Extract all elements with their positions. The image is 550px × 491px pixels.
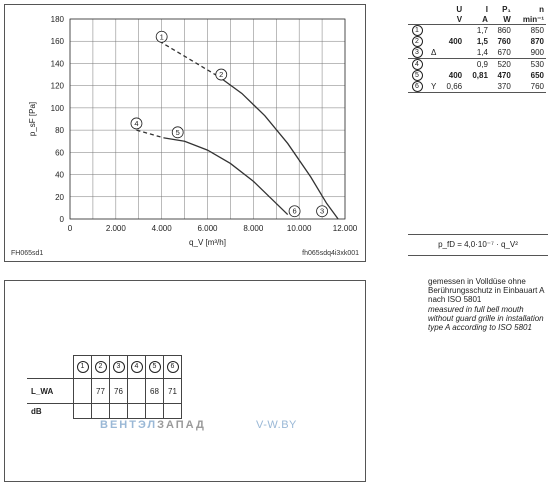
lwa-unit: dB (27, 404, 74, 419)
spec-panel (408, 4, 548, 114)
spec-current: 1,5 (476, 37, 488, 46)
x-tick-label: 4.000 (151, 224, 172, 233)
spec-row-id (408, 47, 426, 59)
spec-table (408, 4, 546, 93)
spec-speed: 850 (530, 26, 544, 35)
spec-row-id (408, 81, 426, 93)
x-tick-label: 8.000 (243, 224, 264, 233)
spec-connection (426, 70, 438, 81)
lwa-label: L_WA (27, 379, 74, 404)
spec-speed: 760 (530, 82, 544, 91)
spec-power: 520 (497, 60, 511, 69)
spec-voltage (438, 47, 464, 59)
chart-panel (4, 4, 366, 262)
watermark (100, 419, 297, 431)
spec-connection (426, 36, 438, 47)
spec-connection: Y (430, 82, 437, 91)
spec-row (408, 47, 546, 59)
row-id-circle: 1 (412, 25, 423, 36)
lwa-value: 77 (92, 379, 110, 404)
spec-power: 470 (497, 71, 511, 80)
spec-header (426, 4, 438, 14)
series-line-4 (136, 130, 164, 138)
spec-row (408, 70, 546, 81)
sound-id-cell (110, 356, 128, 379)
spec-current: 1,4 (476, 48, 488, 57)
y-tick-label: 140 (50, 59, 64, 69)
sound-unit-row (27, 404, 182, 419)
fan-curve-chart (5, 5, 365, 261)
lwa-value (128, 379, 146, 404)
marker-label: 6 (292, 206, 297, 216)
lwa-value: 68 (146, 379, 164, 404)
y-axis-label: p_sF [Pa] (28, 101, 37, 137)
spec-speed: 530 (530, 60, 544, 69)
row-id-circle: 2 (412, 36, 423, 47)
spec-header: U (456, 4, 463, 14)
spec-header: I (485, 4, 488, 14)
spec-connection (426, 25, 438, 37)
formula: p_fD = 4,0·10⁻⁷ · q_V² (438, 240, 518, 249)
curve-marker-1 (156, 31, 167, 42)
sound-panel (4, 280, 366, 482)
y-tick-label: 20 (55, 192, 64, 202)
sound-table (27, 355, 182, 419)
spec-header: P₁ (502, 4, 511, 14)
spec-connection: Δ (430, 48, 437, 57)
curve-marker-2 (216, 69, 227, 80)
marker-label: 5 (175, 127, 180, 137)
lwa-unit-cell (110, 404, 128, 419)
y-tick-label: 120 (50, 81, 64, 91)
spec-voltage (438, 25, 464, 37)
sound-id-cell (74, 356, 92, 379)
sound-id-circle: 4 (131, 361, 143, 373)
y-tick-label: 40 (55, 170, 64, 180)
marker-label: 4 (134, 118, 139, 128)
row-id-circle: 4 (412, 59, 423, 70)
lwa-value: 71 (164, 379, 182, 404)
sound-id-row (27, 356, 182, 379)
sound-corner (27, 356, 74, 379)
spec-row-id (408, 25, 426, 37)
marker-label: 1 (159, 32, 164, 42)
y-tick-label: 100 (50, 103, 64, 113)
y-tick-label: 60 (55, 148, 64, 158)
spec-unit (426, 14, 438, 25)
spec-row-id (408, 36, 426, 47)
spec-row-id (408, 70, 426, 81)
sound-id-circle: 3 (113, 361, 125, 373)
sound-id-circle: 2 (95, 361, 107, 373)
spec-row (408, 59, 546, 71)
spec-unit: V (456, 14, 463, 24)
y-tick-label: 180 (50, 15, 64, 24)
lwa-unit-cell (146, 404, 164, 419)
spec-row (408, 81, 546, 93)
spec-power: 860 (497, 26, 511, 35)
spec-header-row (408, 4, 546, 14)
x-tick-label: 10.000 (286, 224, 312, 233)
spec-current (464, 81, 490, 93)
spec-current: 0,9 (476, 60, 488, 69)
sound-id-cell (146, 356, 164, 379)
row-id-circle: 3 (412, 47, 423, 58)
marker-label: 3 (319, 206, 325, 216)
spec-speed: 900 (530, 48, 544, 57)
x-tick-label: 12.000 (332, 224, 358, 233)
spec-row (408, 36, 546, 47)
note-english: measured in full bell mouth without guard grille in installation type A according to ISO 5801 (428, 304, 544, 333)
spec-unit: A (482, 14, 488, 24)
spec-unit: min⁻¹ (522, 14, 544, 24)
series-line-2 (219, 77, 338, 219)
x-axis-label: q_V [m³/h] (189, 238, 226, 247)
spec-voltage: 0,66 (446, 82, 463, 91)
spec-connection (426, 59, 438, 71)
marker-label: 2 (219, 70, 224, 80)
spec-power: 370 (497, 82, 511, 91)
spec-current: 0,81 (472, 71, 488, 80)
spec-row-id (408, 59, 426, 71)
sound-id-cell (128, 356, 146, 379)
spec-power: 760 (497, 37, 511, 46)
lwa-value: 76 (110, 379, 128, 404)
watermark-left: ВЕНТЭЛ (100, 419, 158, 431)
spec-header (408, 4, 426, 14)
footer-left: FH065sd1 (11, 250, 44, 257)
spec-speed: 650 (530, 71, 544, 80)
sound-id-circle: 6 (167, 361, 179, 373)
spec-speed: 870 (530, 37, 544, 46)
x-tick-label: 6.000 (197, 224, 218, 233)
y-tick-label: 160 (50, 37, 64, 47)
lwa-unit-cell (164, 404, 182, 419)
spec-voltage: 400 (448, 71, 463, 80)
footer-right: fh065sdq4i3xk001 (302, 250, 359, 257)
spec-unit: W (503, 14, 511, 24)
spec-power: 670 (497, 48, 511, 57)
row-id-circle: 6 (412, 81, 423, 92)
spec-unit (408, 14, 426, 25)
sound-lwa-row (27, 379, 182, 404)
sound-id-cell (92, 356, 110, 379)
series-line-1 (159, 41, 219, 77)
spec-row (408, 25, 546, 37)
y-tick-label: 80 (55, 126, 64, 136)
x-tick-label: 2.000 (105, 224, 126, 233)
spec-voltage: 400 (448, 37, 463, 46)
spec-header: n (539, 4, 544, 14)
sound-id-circle: 5 (149, 361, 161, 373)
lwa-unit-cell (74, 404, 92, 419)
series-line-5 (164, 138, 288, 215)
curve-marker-5 (172, 127, 183, 138)
y-tick-label: 0 (59, 215, 64, 224)
watermark-mid: ЗАПАД (157, 419, 206, 431)
row-id-circle: 5 (412, 70, 423, 81)
lwa-unit-cell (128, 404, 146, 419)
sound-id-cell (164, 356, 182, 379)
spec-units-row (408, 14, 546, 25)
spec-current: 1,7 (476, 26, 488, 35)
lwa-unit-cell (92, 404, 110, 419)
curve-marker-4 (131, 118, 142, 129)
formula-line (408, 234, 548, 256)
sound-id-circle: 1 (77, 361, 89, 373)
curve-marker-3 (317, 206, 328, 217)
note-german: gemessen in Volldüse ohne Berührungsschutz in Einbauart A nach ISO 5801 (428, 277, 545, 305)
x-tick-label: 0 (67, 224, 73, 233)
lwa-value (74, 379, 92, 404)
spec-voltage (438, 59, 464, 71)
watermark-right: V-W.BY (256, 419, 297, 431)
measurement-note (428, 277, 546, 332)
curve-marker-6 (289, 206, 300, 217)
